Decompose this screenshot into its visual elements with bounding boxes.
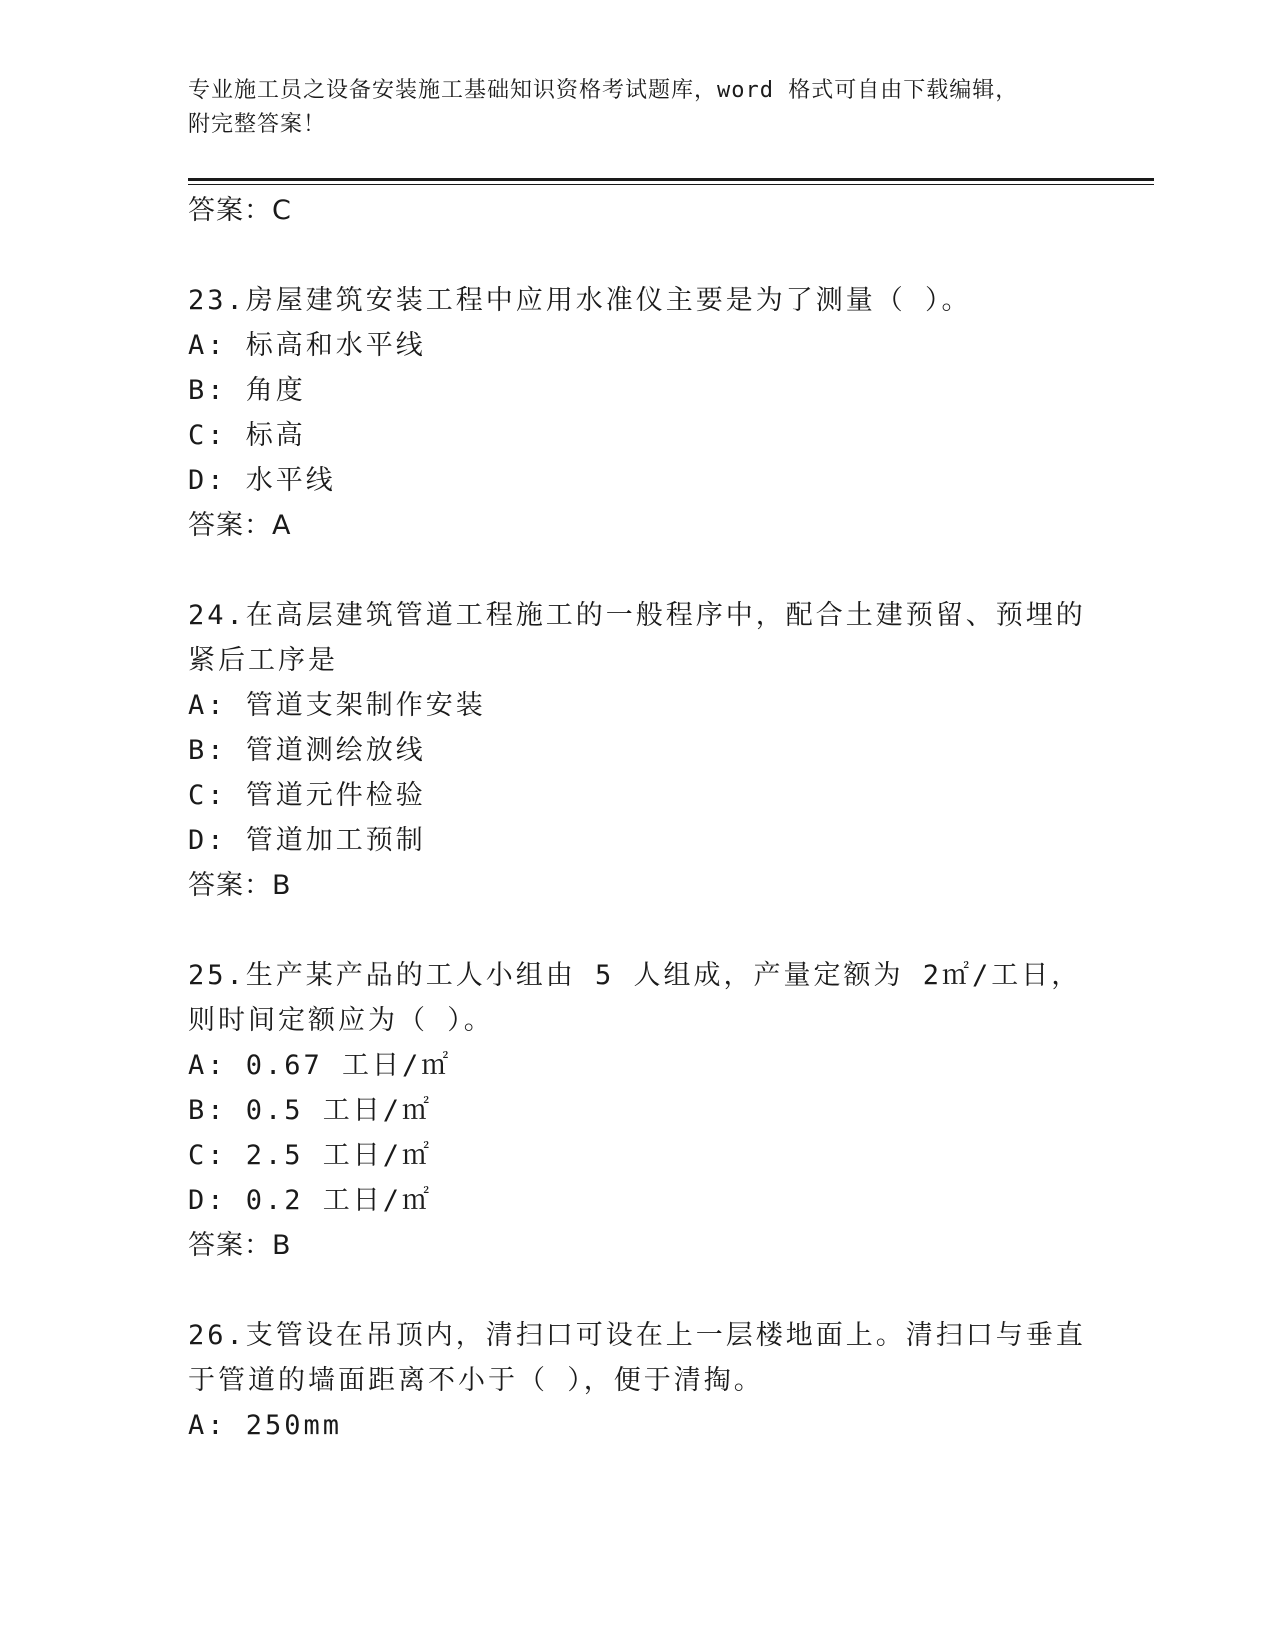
question-stem: 24.在高层建筑管道工程施工的一般程序中，配合土建预留、预埋的紧后工序是 <box>188 600 1086 676</box>
option-d: D: 管道加工预制 <box>188 825 426 856</box>
option-a: A: 管道支架制作安装 <box>188 690 486 721</box>
header-line-2: 附完整答案！ <box>188 112 327 137</box>
answer-line: 答案：C <box>188 195 292 226</box>
question-stem: 23.房屋建筑安装工程中应用水准仪主要是为了测量（ ）。 <box>188 285 972 316</box>
option-a: A: 250mm <box>188 1410 343 1441</box>
option-b: B: 0.5 工日/㎡ <box>188 1095 433 1126</box>
answer-line: 答案：A <box>188 510 292 541</box>
question-block <box>188 1313 1088 1448</box>
question-stem: 26.支管设在吊顶内，清扫口可设在上一层楼地面上。清扫口与垂直于管道的墙面距离不小于（ ），便于清掏。 <box>188 1320 1086 1396</box>
option-d: D: 0.2 工日/㎡ <box>188 1185 433 1216</box>
header-line-1: 专业施工员之设备安装施工基础知识资格考试题库，word 格式可自由下载编辑， <box>188 78 1019 103</box>
option-a: A: 0.67 工日/㎡ <box>188 1050 452 1081</box>
option-c: C: 2.5 工日/㎡ <box>188 1140 433 1171</box>
page-header <box>188 74 1088 142</box>
header-divider-thick <box>188 178 1154 181</box>
question-block <box>188 593 1088 909</box>
option-b: B: 管道测绘放线 <box>188 735 426 766</box>
option-a: A: 标高和水平线 <box>188 330 426 361</box>
answer-line: 答案：B <box>188 870 292 901</box>
header-divider-thin <box>188 184 1154 185</box>
question-block <box>188 278 1088 549</box>
answer-line: 答案：B <box>188 1230 292 1261</box>
option-b: B: 角度 <box>188 375 306 406</box>
question-list <box>188 188 1088 1448</box>
question-stem: 25.生产某产品的工人小组由 5 人组成，产量定额为 2㎡/工日，则时间定额应为（ ）。 <box>188 960 1082 1036</box>
option-d: D: 水平线 <box>188 465 336 496</box>
option-c: C: 管道元件检验 <box>188 780 426 811</box>
question-block <box>188 953 1088 1269</box>
option-c: C: 标高 <box>188 420 306 451</box>
